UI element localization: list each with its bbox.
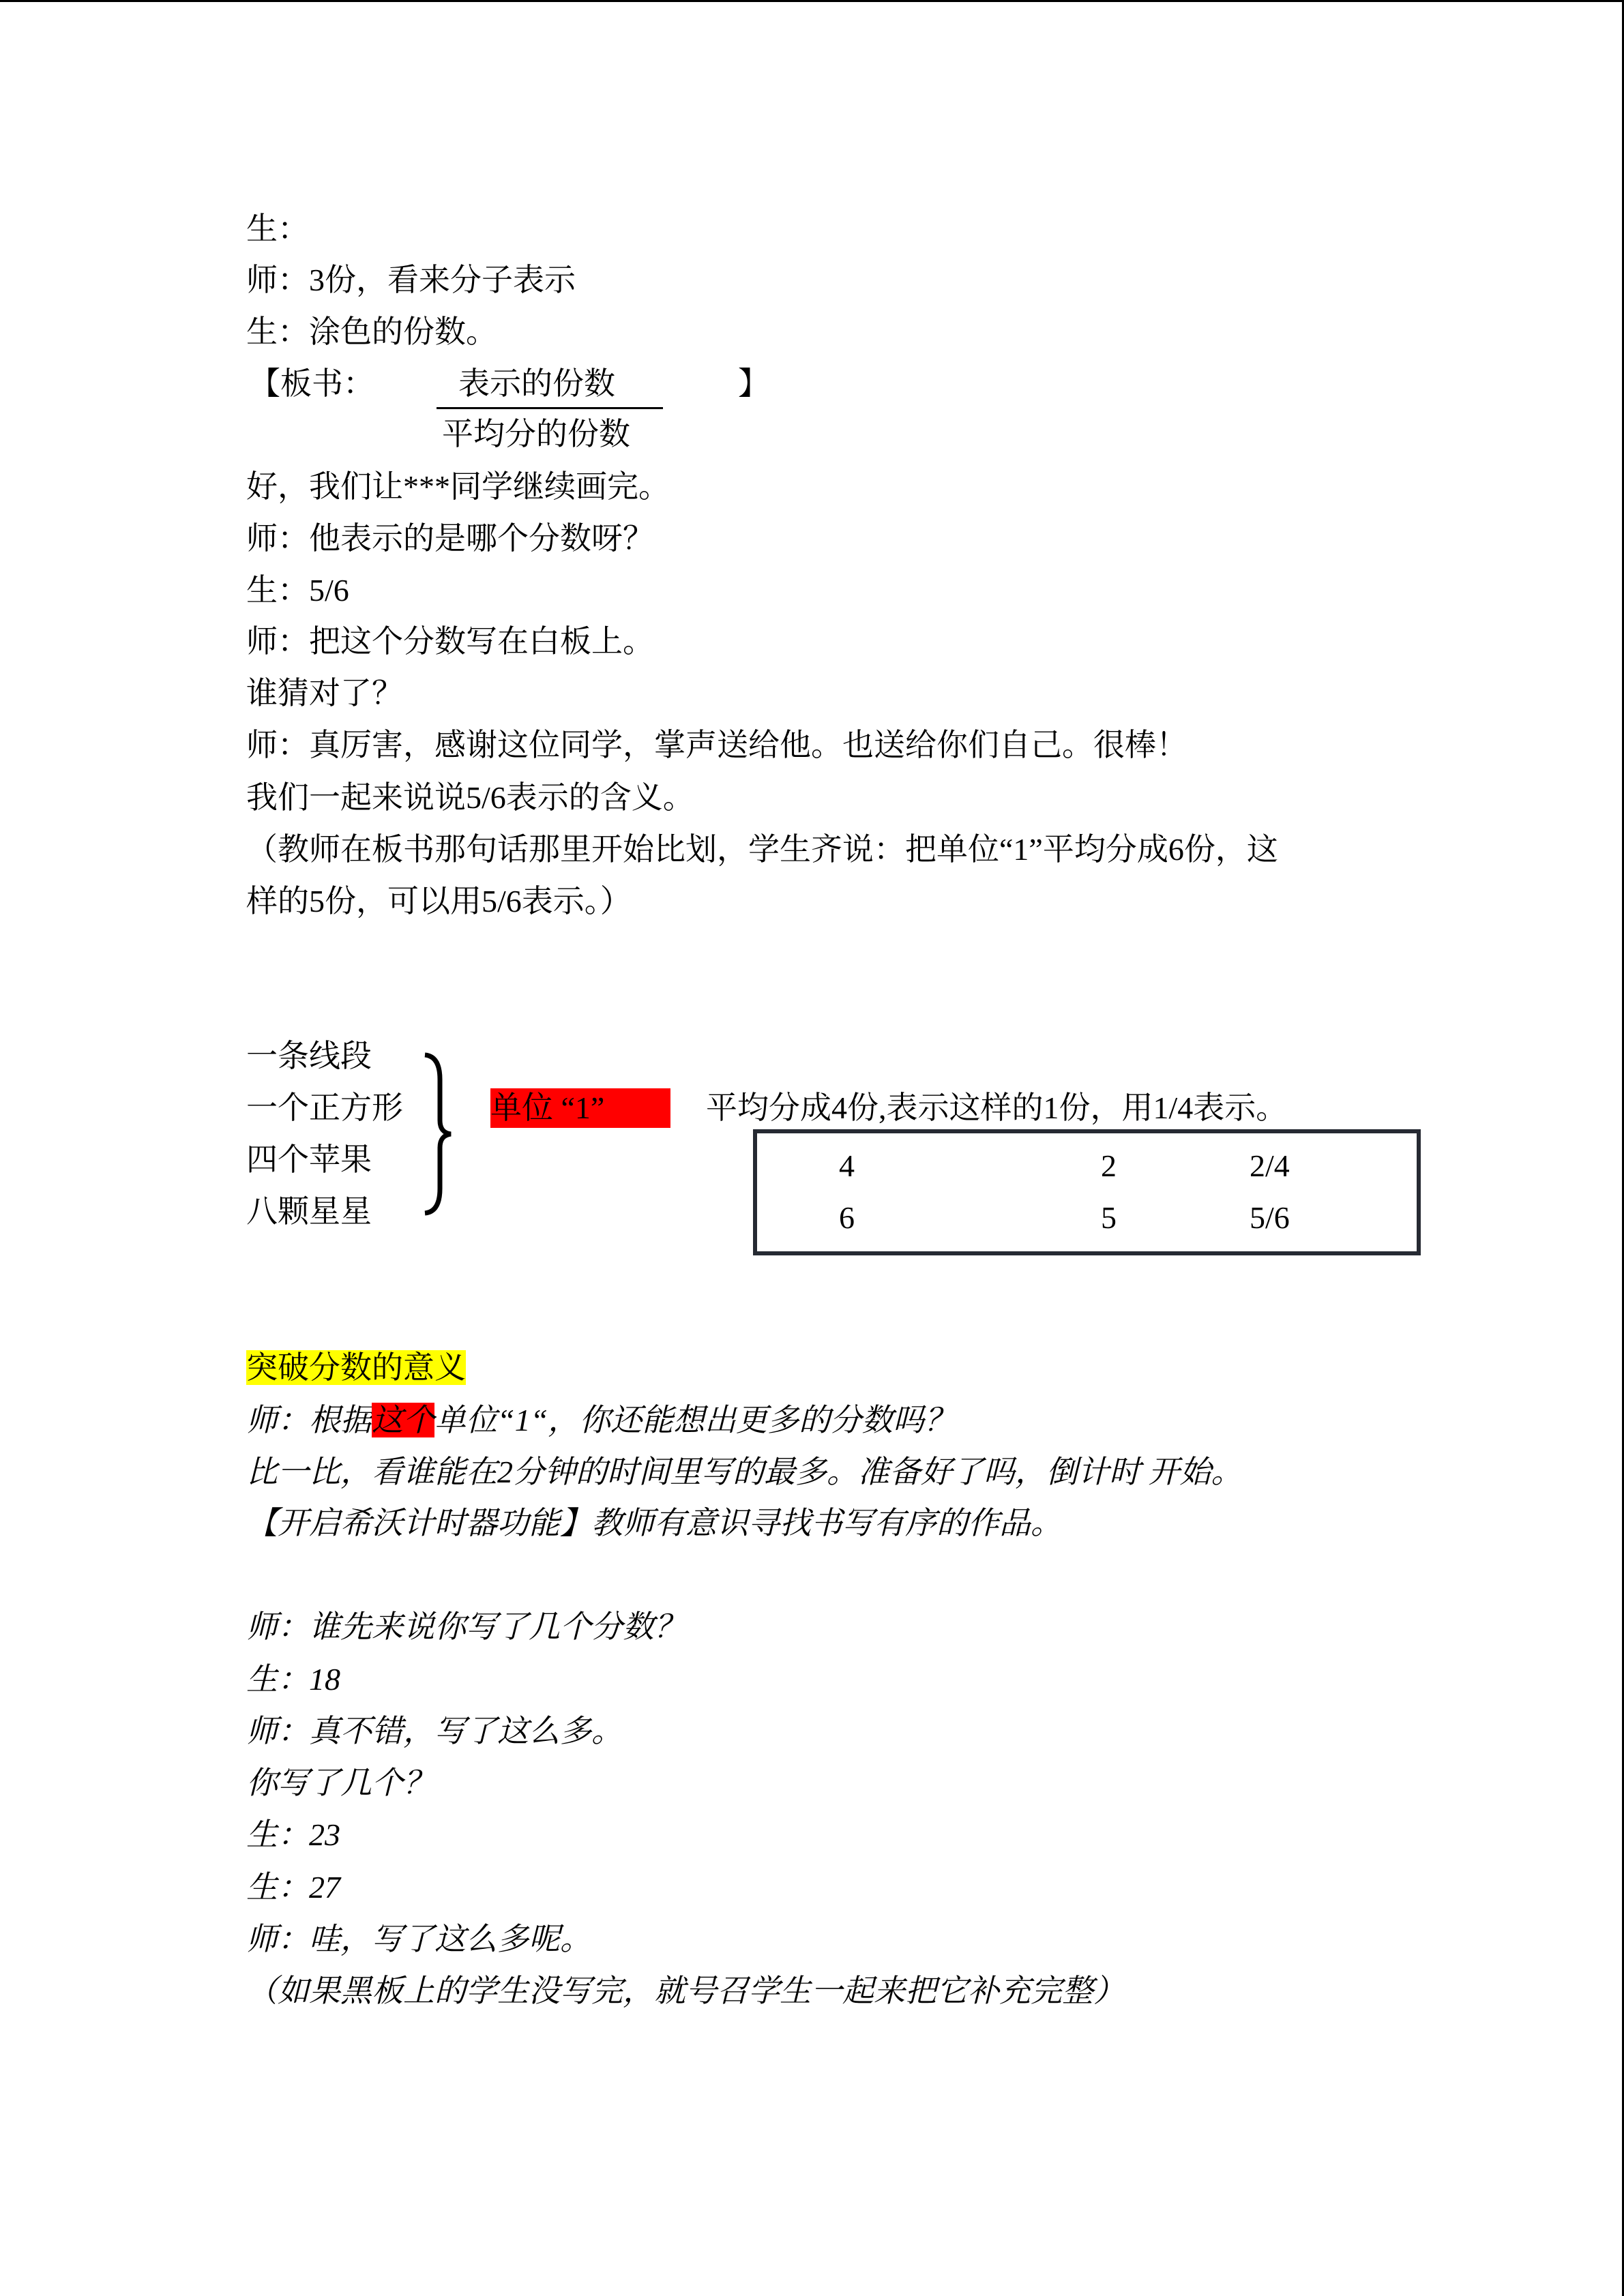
dialogue-line: 谁猜对了？: [246, 676, 403, 711]
dialogue-line: 师：把这个分数写在白板上。: [246, 624, 654, 659]
section-line: [246, 1400, 956, 1441]
unit-item: 四个苹果: [246, 1142, 372, 1177]
dialogue-line: 师：他表示的是哪个分数呀？: [246, 521, 654, 556]
dialogue-line: 师：3份，看来分子表示: [246, 263, 576, 297]
section-line: 师：谁先来说你写了几个分数？: [246, 1609, 685, 1644]
table-cell: 5/6: [1250, 1200, 1290, 1235]
unit-item: 一个正方形: [246, 1090, 403, 1125]
section-line: 师：真不错，写了这么多。: [246, 1714, 623, 1748]
unit-one-highlight: 单位 “1”: [490, 1088, 670, 1128]
section-line: 师：哇，写了这么多呢。: [246, 1922, 591, 1956]
unit-sentence: 平均分成4份,表示这样的1份，用1/4表示。: [706, 1090, 1288, 1125]
dialogue-line: 生：: [246, 211, 309, 246]
table-cell: 4: [839, 1148, 855, 1183]
board-denominator: 平均分的份数: [442, 417, 630, 451]
board-open: 【板书：: [249, 366, 374, 401]
section-line: 【开启希沃计时器功能】教师有意识寻找书写有序的作品。: [246, 1506, 1062, 1540]
highlighted-text: 这个: [372, 1403, 434, 1437]
line-text: 单位“1“，你还能想出更多的分数吗？: [434, 1403, 956, 1437]
right-brace-icon: [419, 1052, 460, 1216]
section-line: 生：18: [246, 1662, 340, 1697]
section-line: 比一比，看谁能在2分钟的时间里写的最多。准备好了吗，倒计时 开始。: [246, 1455, 1243, 1489]
dialogue-line: 好，我们让***同学继续画完。: [246, 469, 670, 504]
table-cell: 6: [839, 1200, 855, 1235]
section-line: 生：27: [246, 1870, 340, 1905]
unit-item: 八颗星星: [246, 1194, 372, 1229]
section-title: [246, 1347, 466, 1388]
table-cell: 5: [1101, 1200, 1117, 1235]
unit-item: 一条线段: [246, 1039, 372, 1073]
section-line: （如果黑板上的学生没写完，就号召学生一起来把它补充完整）: [246, 1973, 1125, 2008]
dialogue-line: 样的5份，可以用5/6表示。）: [246, 884, 632, 919]
dialogue-line: 师：真厉害，感谢这位同学，掌声送给他。也送给你们自己。很棒！: [246, 728, 1187, 762]
board-numerator: 表示的份数: [458, 366, 615, 401]
fraction-bar: [437, 407, 663, 409]
table-cell: 2/4: [1250, 1148, 1290, 1183]
board-close: 】: [738, 366, 769, 401]
fraction-table: [753, 1129, 1421, 1255]
dialogue-line: 生：涂色的份数。: [246, 314, 497, 349]
dialogue-line: 我们一起来说说5/6表示的含义。: [246, 780, 694, 815]
dialogue-line: 生：5/6: [246, 573, 349, 608]
section-line: 生：23: [246, 1817, 340, 1852]
section-title-text: 突破分数的意义: [246, 1350, 466, 1385]
dialogue-line: （教师在板书那句话那里开始比划，学生齐说：把单位“1”平均分成6份，这: [246, 832, 1278, 867]
line-text: 师：根据: [246, 1403, 372, 1437]
section-line: 你写了几个？: [246, 1765, 434, 1800]
table-cell: 2: [1101, 1148, 1117, 1183]
